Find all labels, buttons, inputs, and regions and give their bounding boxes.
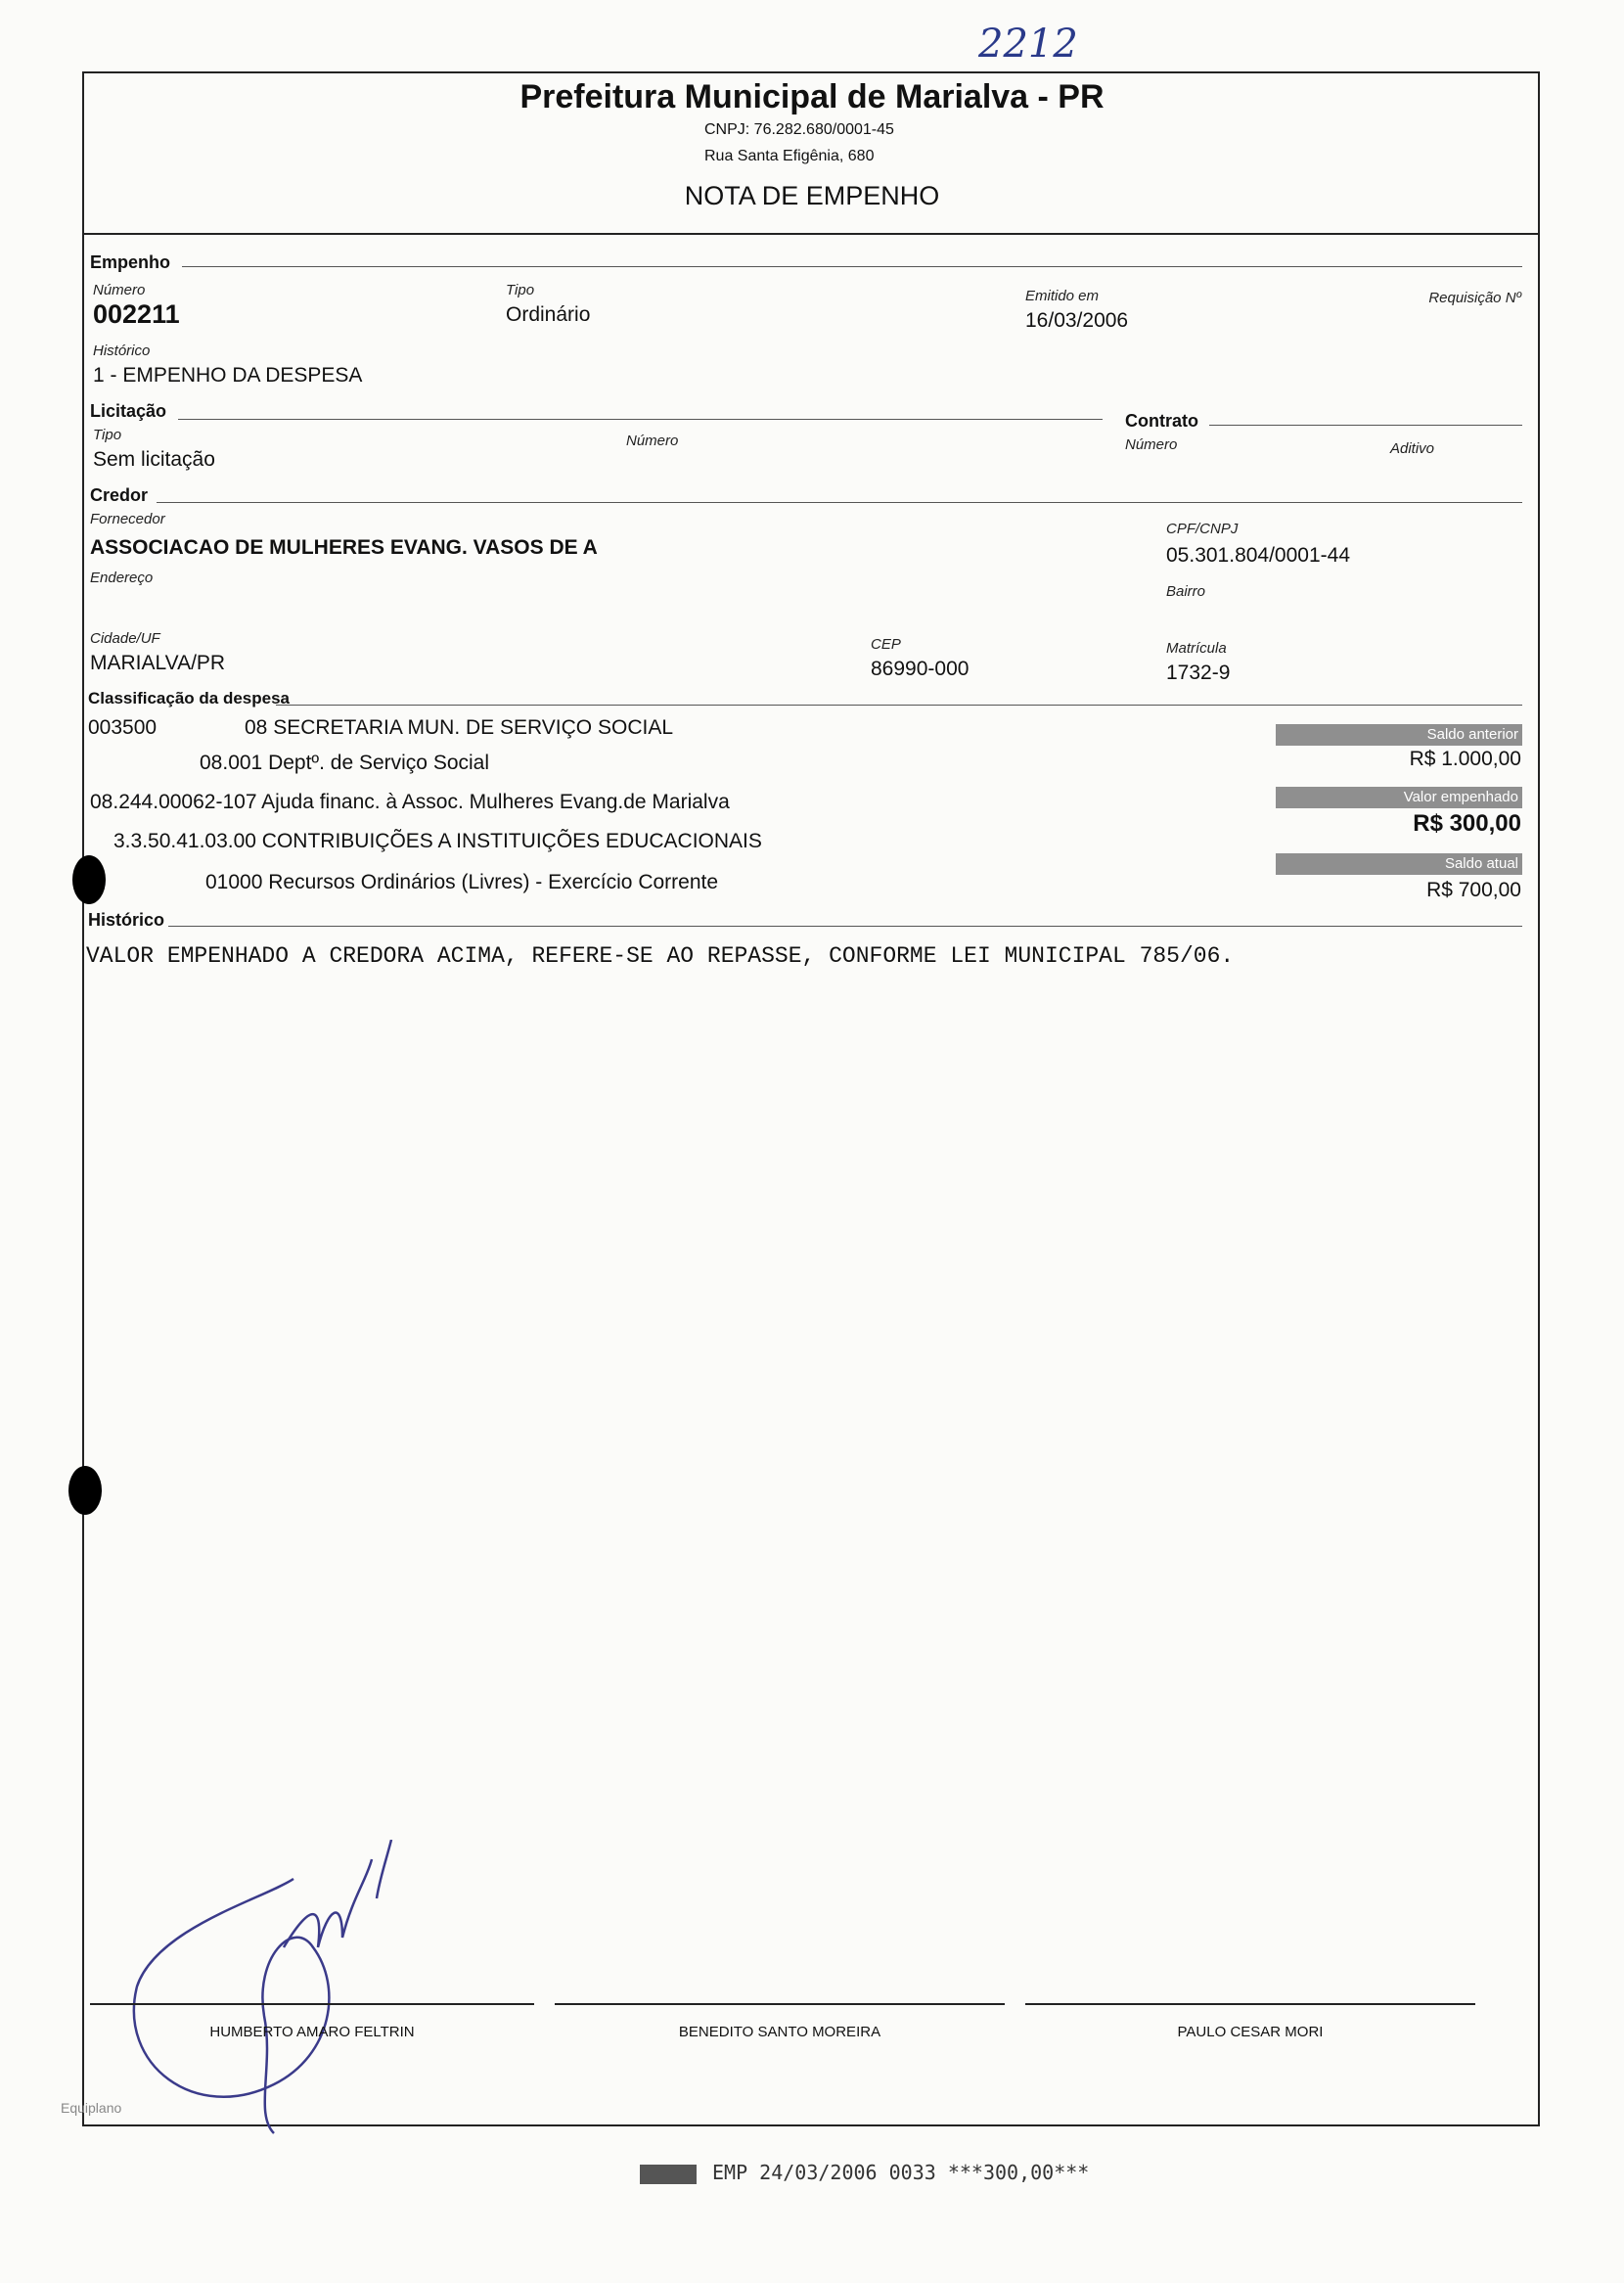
classificacao-codigo: 003500 bbox=[88, 716, 158, 739]
classificacao-departamento: 08.001 Deptº. de Serviço Social bbox=[200, 752, 490, 774]
empenho-historico-label: Histórico bbox=[93, 342, 151, 359]
saldo-atual-value: R$ 700,00 bbox=[1426, 879, 1521, 901]
licitacao-rule bbox=[178, 419, 1103, 420]
saldo-anterior-value: R$ 1.000,00 bbox=[1409, 748, 1521, 770]
classificacao-elemento: 3.3.50.41.03.00 CONTRIBUIÇÕES A INSTITUIÇÕES EDUCACIONAIS bbox=[113, 830, 762, 852]
signature-name-2: BENEDITO SANTO MOREIRA bbox=[678, 2024, 881, 2040]
empenho-emitido: 16/03/2006 bbox=[1025, 309, 1129, 332]
credor-bairro-label: Bairro bbox=[1166, 583, 1206, 600]
empenho-numero-label: Número bbox=[93, 282, 146, 298]
software-credit: Equiplano bbox=[61, 2100, 122, 2116]
empenho-requisicao-label: Requisição Nº bbox=[1428, 290, 1521, 306]
credor-cpf-label: CPF/CNPJ bbox=[1166, 521, 1239, 537]
signature-line-2 bbox=[555, 2003, 1005, 2005]
handwritten-page-number: 2212 bbox=[978, 22, 1078, 67]
signature-name-1: HUMBERTO AMARO FELTRIN bbox=[209, 2024, 415, 2040]
classificacao-recurso: 01000 Recursos Ordinários (Livres) - Exercício Corrente bbox=[205, 871, 719, 893]
signature-line-3 bbox=[1025, 2003, 1475, 2005]
licitacao-numero-label: Número bbox=[626, 433, 679, 449]
empenho-tipo-label: Tipo bbox=[506, 282, 535, 298]
credor-cpf: 05.301.804/0001-44 bbox=[1166, 544, 1351, 567]
credor-cep: 86990-000 bbox=[871, 658, 970, 680]
credor-endereco-label: Endereço bbox=[90, 570, 154, 586]
classificacao-rule bbox=[276, 705, 1522, 706]
signature-name-3: PAULO CESAR MORI bbox=[1177, 2024, 1324, 2040]
punch-hole-top bbox=[72, 855, 106, 904]
header-address: Rua Santa Efigênia, 680 bbox=[704, 148, 875, 164]
historico-text: VALOR EMPENHADO A CREDORA ACIMA, REFERE-SE AO REPASSE, CONFORME LEI MUNICIPAL 785/06. bbox=[86, 943, 1235, 969]
empenho-rule bbox=[182, 266, 1522, 267]
contrato-rule bbox=[1209, 425, 1522, 426]
classificacao-secretaria: 08 SECRETARIA MUN. DE SERVIÇO SOCIAL bbox=[245, 716, 674, 739]
empenho-historico: 1 - EMPENHO DA DESPESA bbox=[93, 364, 363, 387]
classificacao-section-title: Classificação da despesa bbox=[88, 689, 291, 708]
credor-fornecedor-label: Fornecedor bbox=[90, 511, 165, 527]
credor-cidade-label: Cidade/UF bbox=[90, 630, 160, 647]
stamp-logo bbox=[640, 2165, 697, 2184]
credor-matricula-label: Matrícula bbox=[1166, 640, 1227, 657]
credor-matricula: 1732-9 bbox=[1166, 662, 1231, 684]
contrato-section-title: Contrato bbox=[1125, 411, 1198, 431]
handwritten-signature bbox=[117, 1840, 430, 2153]
empenho-emitido-label: Emitido em bbox=[1025, 288, 1100, 304]
empenho-section-title: Empenho bbox=[90, 252, 171, 272]
signature-line-1 bbox=[90, 2003, 534, 2005]
licitacao-tipo-label: Tipo bbox=[93, 427, 122, 443]
footer-stamp: EMP 24/03/2006 0033 ***300,00*** bbox=[712, 2161, 1090, 2184]
contrato-aditivo-label: Aditivo bbox=[1390, 440, 1435, 457]
header-cnpj: CNPJ: 76.282.680/0001-45 bbox=[704, 121, 894, 138]
empenho-tipo: Ordinário bbox=[506, 303, 591, 326]
credor-cidade: MARIALVA/PR bbox=[90, 652, 226, 674]
saldo-atual-bar: Saldo atual bbox=[1276, 853, 1522, 875]
valor-empenhado-bar: Valor empenhado bbox=[1276, 787, 1522, 808]
classificacao-programa: 08.244.00062-107 Ajuda financ. à Assoc. Mulheres Evang.de Marialva bbox=[90, 791, 730, 813]
page-title: Prefeitura Municipal de Marialva - PR bbox=[519, 78, 1105, 115]
header-divider bbox=[82, 233, 1540, 235]
credor-cep-label: CEP bbox=[871, 636, 901, 653]
licitacao-tipo: Sem licitação bbox=[93, 448, 215, 471]
historico-section-title: Histórico bbox=[88, 910, 165, 930]
historico-rule bbox=[168, 926, 1522, 927]
contrato-numero-label: Número bbox=[1125, 436, 1178, 453]
credor-rule bbox=[157, 502, 1522, 503]
saldo-anterior-bar: Saldo anterior bbox=[1276, 724, 1522, 746]
valor-empenhado-value: R$ 300,00 bbox=[1413, 810, 1521, 837]
empenho-numero: 002211 bbox=[93, 299, 180, 329]
credor-fornecedor: ASSOCIACAO DE MULHERES EVANG. VASOS DE A bbox=[90, 536, 598, 559]
doc-title: NOTA DE EMPENHO bbox=[684, 181, 940, 210]
credor-section-title: Credor bbox=[90, 485, 149, 505]
licitacao-section-title: Licitação bbox=[90, 401, 167, 421]
punch-hole-bottom bbox=[68, 1466, 102, 1515]
